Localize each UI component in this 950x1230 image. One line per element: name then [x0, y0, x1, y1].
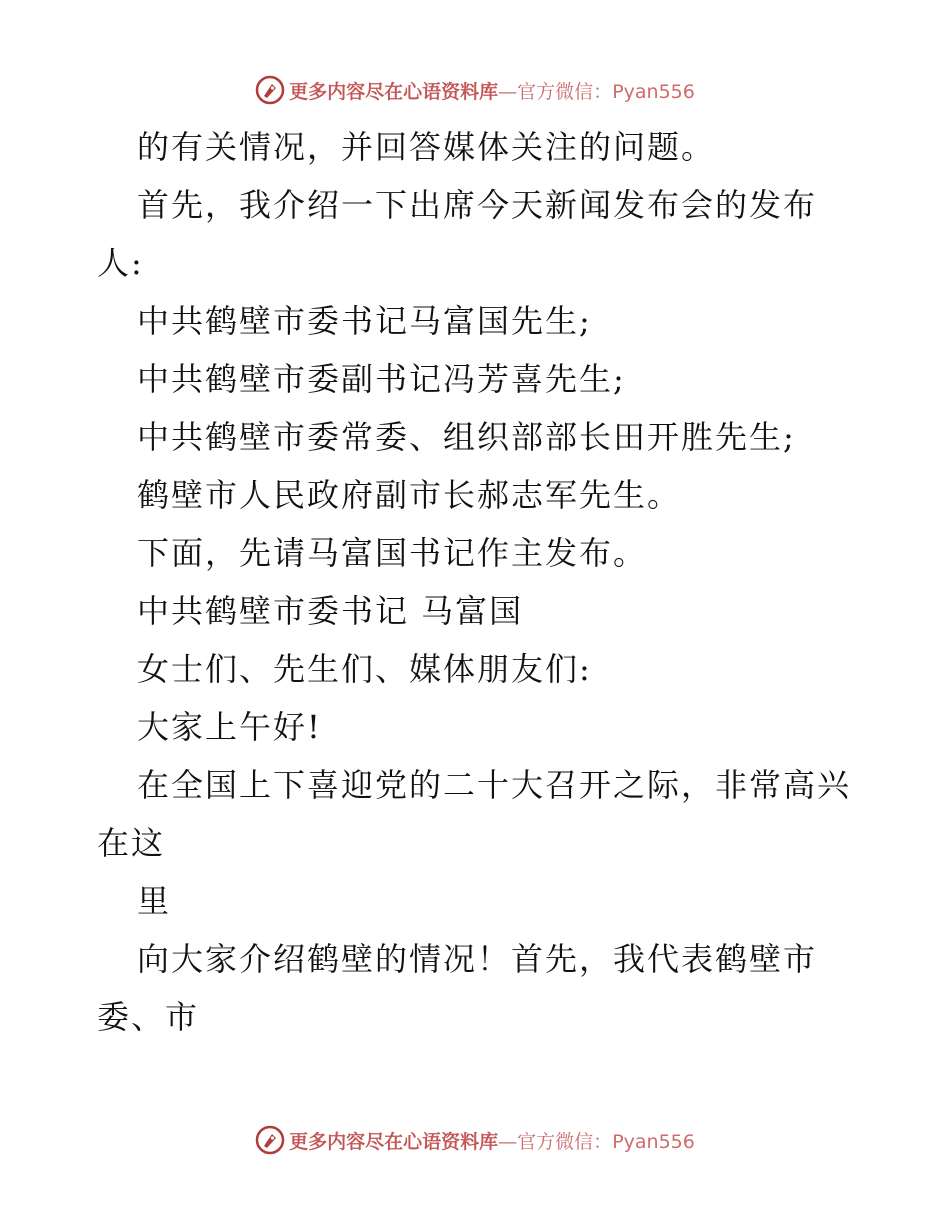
pen-nib-logo-icon	[255, 1125, 285, 1155]
text-line: 鹤壁市人民政府副市长郝志军先生。	[137, 476, 682, 514]
watermark-contact: 官方微信：	[517, 80, 613, 103]
watermark-id: Pyan556	[612, 80, 695, 103]
text-line: 人:	[97, 244, 144, 282]
header-watermark	[0, 70, 950, 110]
watermark-separator: —	[498, 80, 518, 103]
text-line: 中共鹤壁市委副书记冯芳喜先生;	[137, 360, 626, 398]
watermark-brand: 更多内容尽在心语资料库	[289, 80, 499, 103]
text-line: 在全国上下喜迎党的二十大召开之际，非常高兴	[137, 766, 852, 804]
text-line: 向大家介绍鹤壁的情况！首先，我代表鹤壁市	[137, 940, 818, 978]
text-line: 在这	[97, 824, 166, 862]
pen-nib-logo-icon	[255, 75, 285, 105]
text-line: 中共鹤壁市委书记马富国先生;	[137, 302, 592, 340]
text-line: 女士们、先生们、媒体朋友们:	[137, 650, 592, 688]
text-line: 大家上午好!	[137, 708, 322, 746]
text-line: 的有关情况，并回答媒体关注的问题。	[137, 128, 716, 166]
text-line: 里	[137, 882, 172, 920]
text-line: 委、市	[97, 998, 200, 1036]
watermark-brand: 更多内容尽在心语资料库	[289, 1130, 499, 1153]
document-body	[97, 118, 877, 1046]
footer-watermark	[0, 1120, 950, 1160]
watermark-separator: —	[498, 1130, 518, 1153]
watermark-id: Pyan556	[612, 1130, 695, 1153]
text-line: 中共鹤壁市委书记 马富国	[137, 592, 524, 630]
watermark-contact: 官方微信：	[517, 1130, 613, 1153]
text-line: 下面，先请马富国书记作主发布。	[137, 534, 648, 572]
text-line: 中共鹤壁市委常委、组织部部长田开胜先生;	[137, 418, 796, 456]
text-line: 首先，我介绍一下出席今天新闻发布会的发布	[137, 186, 818, 224]
